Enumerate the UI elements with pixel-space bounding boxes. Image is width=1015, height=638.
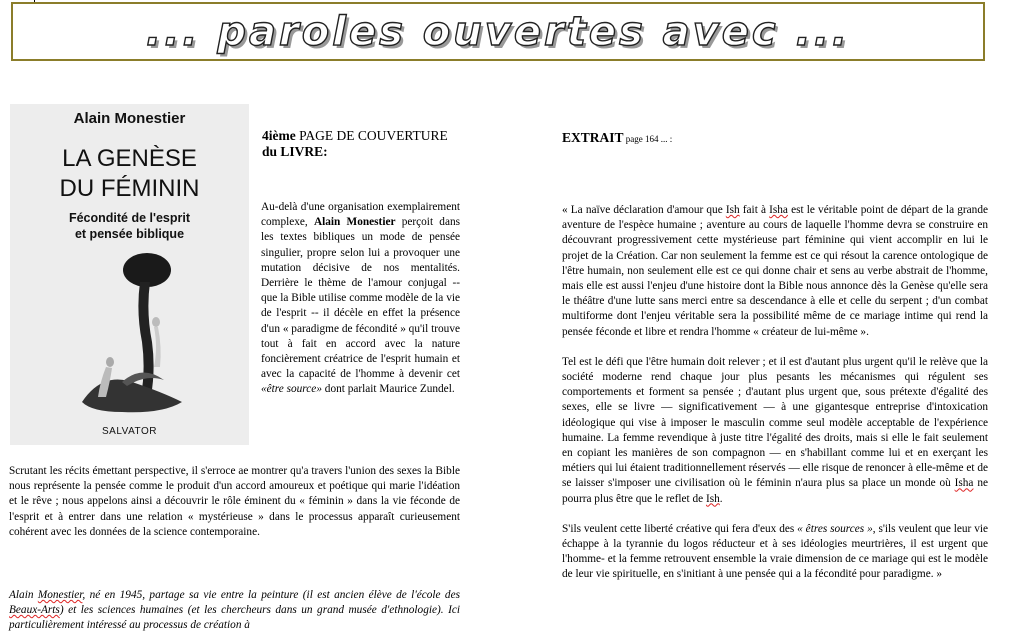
cover-subtitle-line2: et pensée biblique bbox=[74, 227, 185, 241]
bio-part2: , né en 1945, partage sa vie entre la peinture (il est ancien élève de l'école des bbox=[82, 589, 460, 601]
cover-title bbox=[10, 144, 249, 204]
p1-isha: Isha bbox=[769, 204, 788, 216]
p3-b: , s'ils veulent que leur vie échappe à la tyrannie du logos réducteur et à ses idéologies meurtrières, il est urgent que l'homme- et la femme retrouvent ensemble la vraie dimension de ce mariage qui est le modèle de leur vie spirituelle, en s'initiant à une pensée qui a la fécondité pour paradigme. » bbox=[562, 522, 989, 581]
p3-italic: « êtres sources » bbox=[797, 522, 873, 535]
p2-a: Tel est le défi que l'être humain doit relever ; et il est d'autant plus urgent qu'il le relève que la société moderne rend chaque jour plus pesants les mécanismes qui régulent ses comportements et forment sa pensée ; d'autant plus urgent que, sous prétexte d'égalité des sexes, elle se livre — significativement — à une gigantesque entreprise d'intoxication idéologique qui vise à imposer le masculin comme seul modèle acceptable de l'expérience humaine. La femme revendique à juste titre l'égalité des droits, mais si elle le fait seulement en copiant les manières de son compagnon — en s'habillant comme lui et en exerçant les métiers qui lui étaient traditionnellement réservés — elle risque de renoncer à elle-même et de se laisser s'imposer une civilisation où le féminin n'aura plus sa place un monde où bbox=[562, 355, 988, 490]
cover-title-line1: LA GENÈSE bbox=[62, 145, 197, 172]
summary-paragraph: Scrutant les récits émettant perspective, il s'erroce ae montrer qu'a travers l'union des sexes la Bible nous représente la pensée comme le produit d'un accord amoureux et poétique qui marie l'idéation et le rêve ; nous appelons ainsi a découvrir le rôle éminent du « féminin » dans la vie féconde de l'esprit et à entrer dans une relation « mystérieuse » dans le processus apparaît curieusement cohérent avec les données de la science contemporaine. bbox=[9, 465, 460, 538]
p2-b: ne pourra plus être que le reflet de bbox=[562, 477, 988, 505]
cover-title-line2: DU FÉMININ bbox=[59, 175, 200, 202]
bio-surname: Monestier bbox=[37, 589, 83, 601]
heading-prefix: 4ième bbox=[262, 128, 300, 143]
body-part3: dont parlait Maurice Zundel. bbox=[321, 383, 455, 396]
cover-subtitle bbox=[10, 210, 249, 242]
back-cover-text bbox=[261, 200, 460, 398]
body-part1: Au-delà d'une organisation exemplairement complexe, bbox=[261, 201, 460, 229]
back-cover-heading bbox=[262, 128, 462, 160]
cover-illustration bbox=[72, 252, 192, 417]
bio-part1: Alain bbox=[9, 589, 38, 601]
title-banner bbox=[11, 2, 985, 61]
body-author: Alain Monestier bbox=[313, 216, 396, 229]
p2-c: . bbox=[719, 492, 723, 505]
cover-publisher: SALVATOR bbox=[102, 426, 157, 437]
extract-paragraph-3 bbox=[562, 522, 988, 583]
body-part2: perçoit dans les textes bibliques un mode de pensée singulier, propre selon lui a provoquer une mutation décisive de nos mentalités. Derrière le thème de l'amour conjugal -- que la Bible utilise comme modèle de la vie de l'esprit -- il décèle en effet la présence d'un « paradigme de fécondité » qu'il trouve tout à fait en accord avec la nature foncièrement créatrice de l'esprit humain et avec la capacité de l'homme à devenir cet bbox=[261, 216, 461, 381]
body-italic: «être source» bbox=[261, 383, 322, 396]
book-cover-image bbox=[10, 104, 249, 445]
extract-text bbox=[562, 203, 988, 598]
p2-ish: Ish bbox=[705, 492, 720, 505]
p2-isha: Isha bbox=[954, 477, 974, 490]
bio-part3: ) et les sciences humaines (et les chercheurs dans un grand musée d'ethnologie). Ici particulièrement intéressé au processus de création à bbox=[9, 604, 460, 632]
heading-suffix: du LIVRE: bbox=[262, 144, 328, 159]
p1-a: « La naïve déclaration d'amour que bbox=[562, 204, 726, 216]
extract-heading bbox=[562, 130, 862, 146]
p1-ish: Ish bbox=[725, 204, 740, 216]
author-bio bbox=[9, 588, 460, 634]
heading-upper: PAGE DE COUVERTURE bbox=[299, 128, 448, 143]
banner-title: ... paroles ouvertes avec ... bbox=[145, 8, 851, 55]
extract-paragraph-1 bbox=[562, 203, 988, 340]
extract-heading-label: EXTRAIT bbox=[562, 130, 624, 145]
extract-paragraph-2 bbox=[562, 355, 988, 507]
cover-author: Alain Monestier bbox=[73, 110, 186, 127]
extract-heading-page: page 164 ... : bbox=[623, 134, 673, 144]
p1-b: fait à bbox=[739, 204, 770, 216]
bio-school: Beaux-Arts bbox=[9, 604, 60, 617]
p3-a: S'ils veulent cette liberté créative qui fera d'eux des bbox=[562, 522, 798, 535]
cover-subtitle-line1: Fécondité de l'esprit bbox=[68, 211, 191, 225]
p1-c: est le véritable point de départ de la grande aventure de l'espèce humaine ; aventure au cours de laquelle l'homme devra se construire en découvrant progressivement cette mystérieuse part féminine qui vient accomplir en lui le projet de la Création. Car non seulement la femme est ce qui résout la carence ontologique de l'être humain, non seulement elle est ce qui donne chair et sens au verbe abstrait de l'homme, mais elle est aussi l'enjeu d'une histoire dont la Bible nous annonce dès la Genèse qu'elle sera le théâtre d'une lutte sans merci entre sa descendance à elle et celle du serpent ; d'un combat multiforme dont l'enjeu véritable sera la possibilité même de ce mariage intime qui rend la pensée féconde et libre et rendra l'homme « créateur de lui-même ». bbox=[562, 204, 988, 338]
